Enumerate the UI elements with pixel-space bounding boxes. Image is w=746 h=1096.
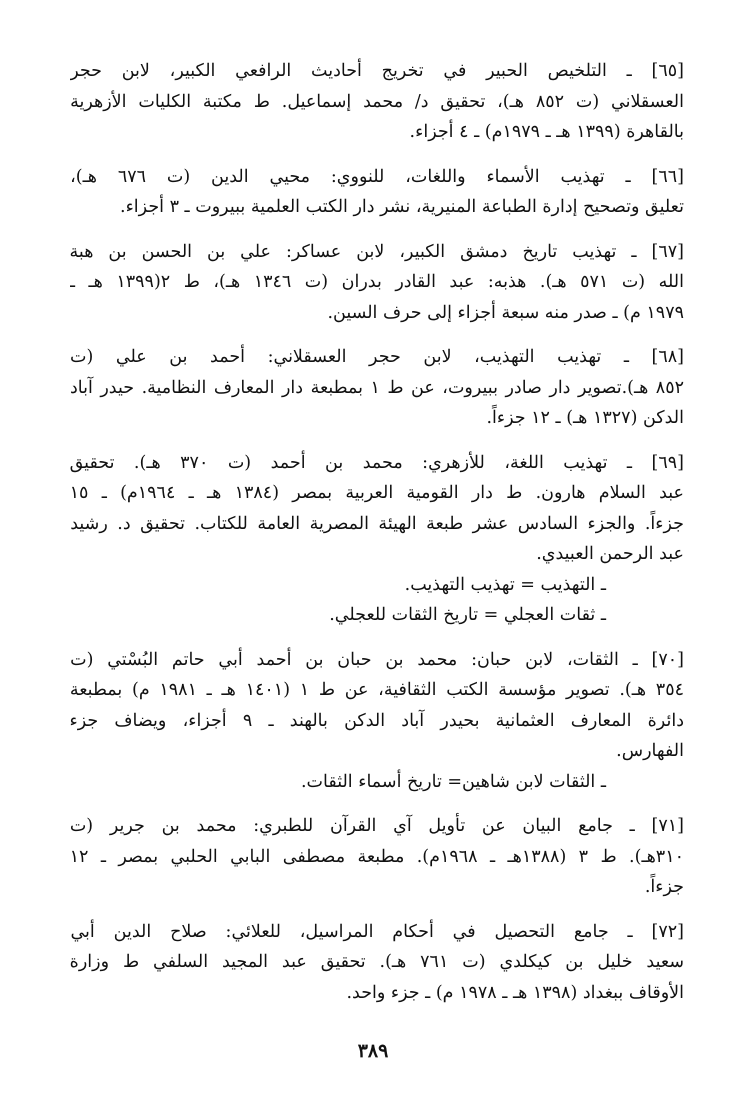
bibliography-entry — [70, 342, 684, 434]
entry-line: العسقلاني (ت ٨٥٢ هـ)، تحقيق د/ محمد إسماعيل. ط مكتبة الكليات الأزهرية — [70, 91, 684, 112]
entry-line: ٨٥٢ هـ).تصوير دار صادر ببيروت، عن ط ١ بمطبعة دار المعارف النظامية. حيدر آباد — [70, 377, 684, 398]
entry-line: ٣٥٤ هـ). تصوير مؤسسة الكتب الثقافية، عن ط ١ (١٤٠١ هـ ـ ١٩٨١ م) بمطبعة — [70, 680, 684, 700]
entry-line: جزءاً. — [644, 877, 684, 897]
cross-reference: ـ التهذيب = تهذيب التهذيب. — [404, 574, 606, 595]
entry-line: الدكن (١٣٢٧ هـ) ـ ١٢ جزءاً. — [486, 408, 684, 428]
page-number: ٣٨٩ — [357, 1040, 389, 1062]
bibliography-entry — [70, 237, 684, 329]
entry-line: [٦٦] ـ تهذيب الأسماء واللغات، للنووي: محيي الدين (ت ٦٧٦ هـ)، — [70, 166, 684, 187]
entry-line: [٦٥] ـ التلخيص الحبير في تخريج أحاديث الرافعي الكبير، لابن حجر — [70, 61, 684, 81]
entry-line: جزءاً. والجزء السادس عشر طبعة الهيئة المصرية العامة للكتاب. تحقيق د. رشيد — [70, 513, 684, 534]
entry-line: دائرة المعارف العثمانية بحيدر آباد الدكن بالهند ـ ٩ أجزاء، ويضاف جزء — [70, 710, 684, 731]
entry-line: عبد السلام هارون. ط دار القومية العربية بمصر (١٣٨٤ هـ ـ ١٩٦٤م) ـ ١٥ — [70, 483, 684, 503]
entry-line: عبد الرحمن العبيدي. — [536, 544, 684, 564]
bibliography-entry — [70, 56, 684, 148]
entry-line: [٦٨] ـ تهذيب التهذيب، لابن حجر العسقلاني: أحمد بن علي (ت — [70, 347, 684, 367]
cross-reference: ـ الثقات لابن شاهين= تاريخ أسماء الثقات. — [300, 771, 606, 792]
bibliography-entry — [70, 448, 684, 631]
entry-line: الله (ت ٥٧١ هـ). هذبه: عبد القادر بدران (ت ١٣٤٦ هـ)، ط ٢(١٣٩٩ هـ ـ — [70, 272, 684, 292]
bibliography-entry — [70, 811, 684, 903]
bibliography-list — [70, 56, 684, 1008]
cross-reference: ـ ثقات العجلي = تاريخ الثقات للعجلي. — [329, 605, 606, 625]
entry-line: [٧٢] ـ جامع التحصيل في أحكام المراسيل، للعلائي: صلاح الدين أبي — [70, 921, 684, 942]
entry-line: [٧١] ـ جامع البيان عن تأويل آي القرآن للطبري: محمد بن جرير (ت — [70, 816, 684, 836]
entry-line: تعليق وتصحيح إدارة الطباعة المنيرية، نشر دار الكتب العلمية ببيروت ـ ٣ أجزاء. — [120, 197, 684, 217]
entry-line: بالقاهرة (١٣٩٩ هـ ـ ١٩٧٩م) ـ ٤ أجزاء. — [409, 122, 684, 142]
entry-line: [٦٩] ـ تهذيب اللغة، للأزهري: محمد بن أحمد (ت ٣٧٠ هـ). تحقيق — [70, 452, 684, 473]
entry-line: الأوقاف ببغداد (١٣٩٨ هـ ـ ١٩٧٨ م) ـ جزء واحد. — [346, 982, 684, 1003]
entry-line: ١٩٧٩ م) ـ صدر منه سبعة أجزاء إلى حرف السين. — [327, 302, 684, 323]
entry-line: [٦٧] ـ تهذيب تاريخ دمشق الكبير، لابن عساكر: علي بن الحسن بن هبة — [70, 241, 684, 262]
bibliography-entry — [70, 917, 684, 1009]
entry-line: [٧٠] ـ الثقات، لابن حبان: محمد بن حبان بن أحمد أبي حاتم البُسْتي (ت — [70, 649, 684, 670]
bibliography-entry — [70, 162, 684, 223]
entry-line: سعيد خليل بن كيكلدي (ت ٧٦١ هـ). تحقيق عبد المجيد السلفي ط وزارة — [70, 952, 684, 972]
entry-line: ٣١٠هـ). ط ٣ (١٣٨٨هـ ـ ١٩٦٨م). مطبعة مصطفى البابي الحلبي بمصر ـ ١٢ — [70, 846, 684, 867]
bibliography-entry — [70, 645, 684, 798]
entry-line: الفهارس. — [616, 741, 684, 761]
